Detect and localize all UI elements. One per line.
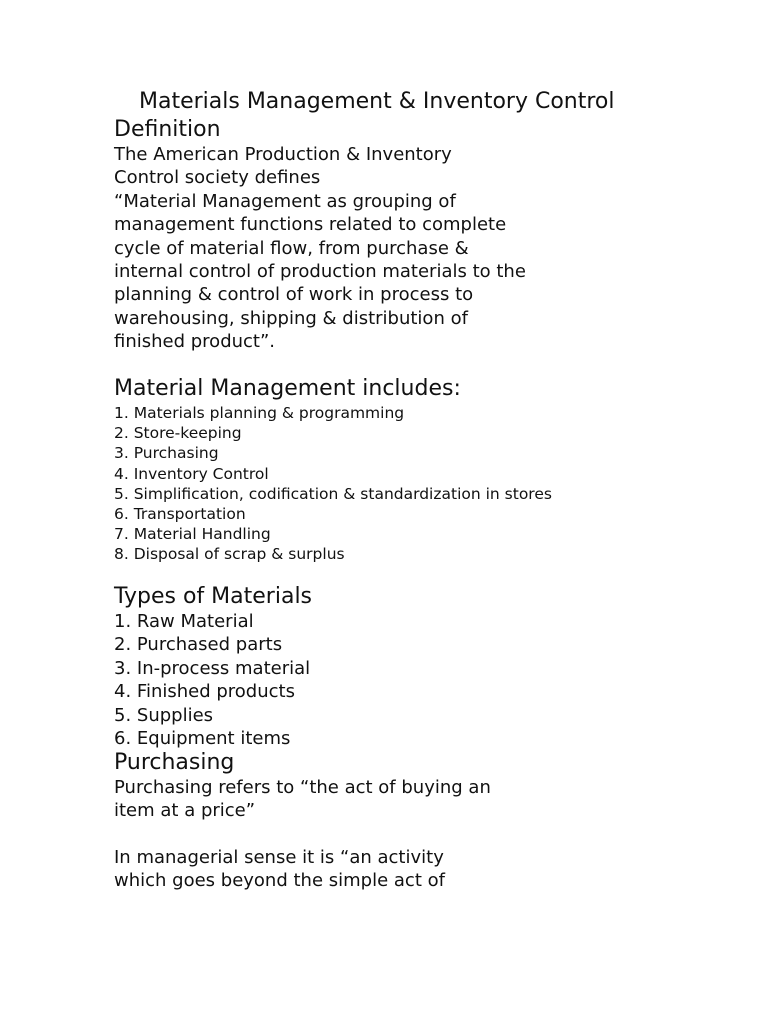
includes-list [114, 403, 552, 565]
purchasing-heading: Purchasing [114, 750, 235, 775]
list-item: 6. Transportation [114, 505, 246, 524]
definition-heading: Definition [114, 117, 221, 142]
paragraph-line: which goes beyond the simple act of [114, 870, 445, 892]
purchasing-paragraph-2 [114, 846, 445, 893]
definition-paragraph [114, 143, 526, 354]
paragraph-line: Purchasing refers to “the act of buying an [114, 777, 491, 798]
definition-line: management functions related to complete [114, 214, 507, 236]
includes-heading: Material Management includes: [114, 376, 461, 401]
list-item: 8. Disposal of scrap & surplus [114, 545, 345, 564]
definition-line: warehousing, shipping & distribution of [114, 307, 468, 329]
list-item: 5. Supplies [114, 704, 214, 726]
definition-line: “Material Management as grouping of [114, 190, 456, 212]
list-item: 6. Equipment items [114, 728, 291, 750]
list-item: 2. Store-keeping [114, 424, 242, 443]
purchasing-paragraph-1 [114, 776, 491, 823]
paragraph-line: In managerial sense it is “an activity [114, 847, 444, 868]
list-item: 5. Simplification, codification & standardization in stores [114, 484, 552, 503]
paragraph-line: item at a price” [114, 800, 256, 822]
list-item: 1. Materials planning & programming [114, 404, 405, 422]
list-item: 7. Material Handling [114, 525, 271, 544]
list-item: 4. Finished products [114, 681, 295, 703]
types-heading: Types of Materials [114, 584, 313, 609]
document-title: Materials Management & Inventory Control [139, 89, 615, 114]
list-item: 3. Purchasing [114, 444, 219, 463]
types-list [114, 610, 310, 750]
list-item: 4. Inventory Control [114, 464, 269, 483]
definition-line: Control society defines [114, 167, 321, 189]
definition-line: cycle of material flow, from purchase & [114, 237, 469, 259]
list-item: 1. Raw Material [114, 611, 254, 632]
list-item: 3. In-process material [114, 657, 311, 679]
list-item: 2. Purchased parts [114, 634, 283, 656]
definition-line: internal control of production materials to the [114, 261, 526, 283]
definition-line: finished product”. [114, 331, 276, 353]
definition-line: planning & control of work in process to [114, 284, 474, 306]
definition-line: The American Production & Inventory [114, 144, 452, 165]
